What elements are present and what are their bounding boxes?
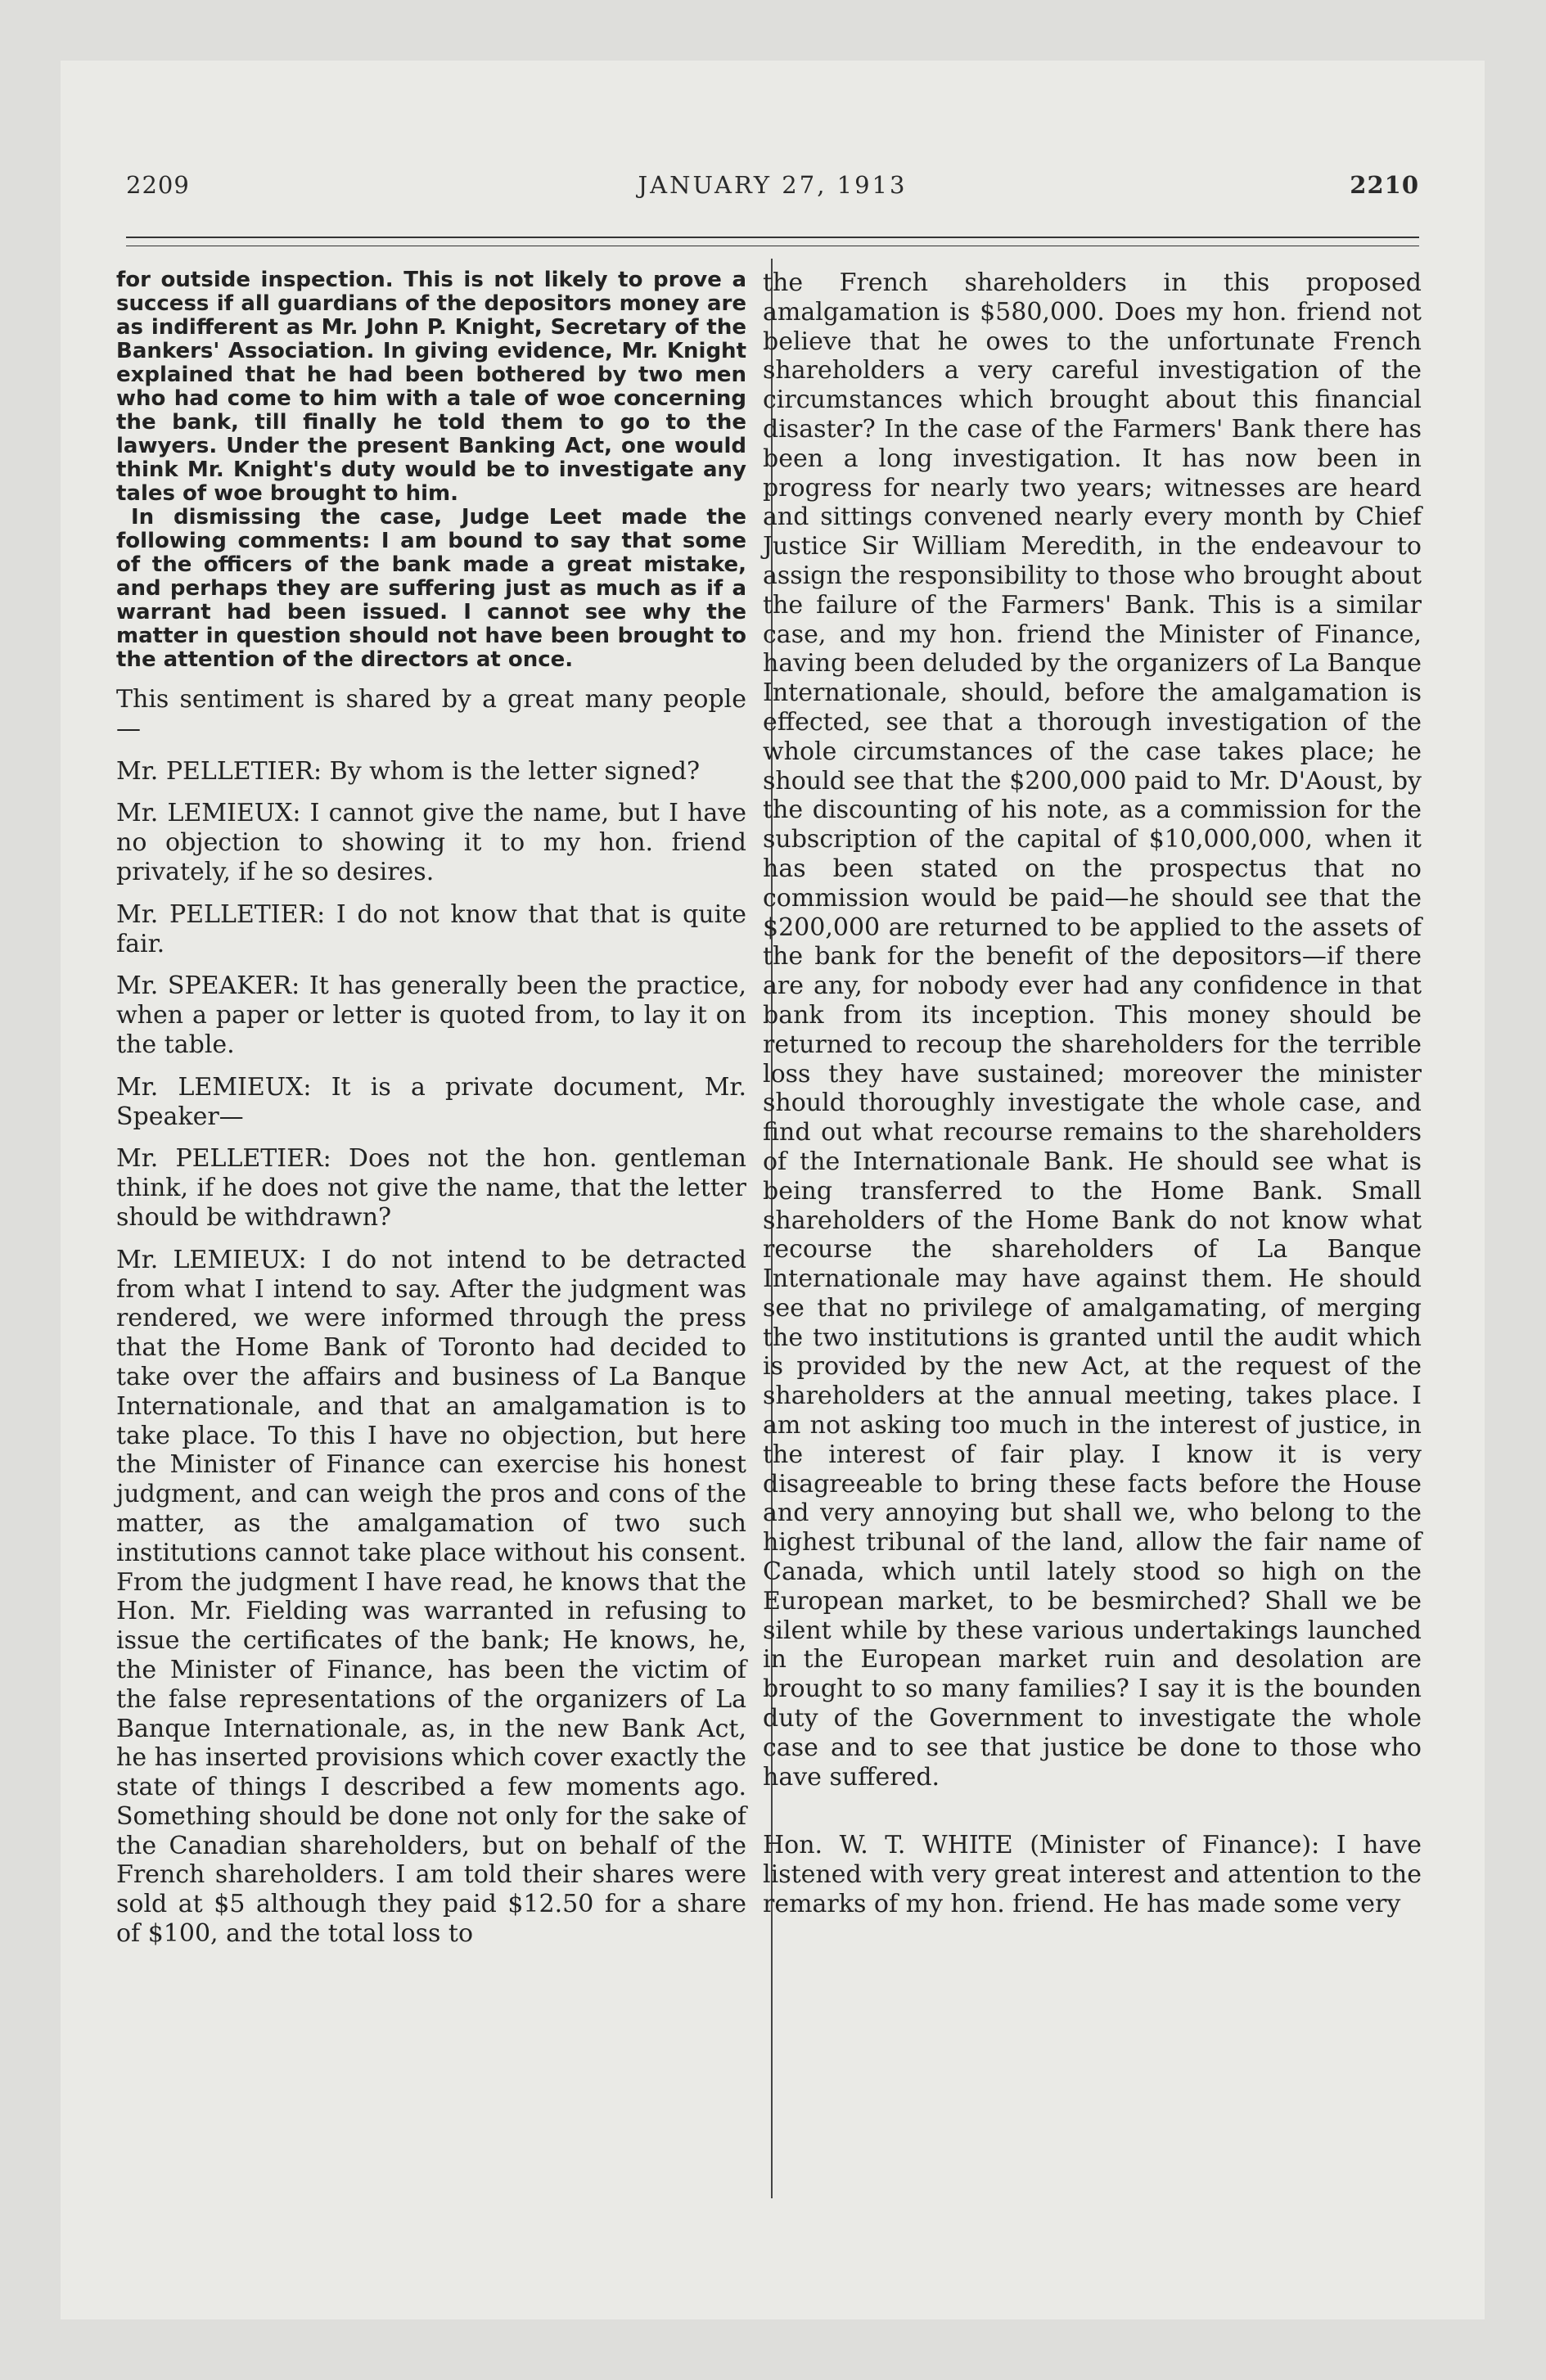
speech-paragraph: Mr. LEMIEUX: I do not intend to be detracted from what I intend to say. After the judgment was rendered, we were informed through the press that the Home Bank of Toronto had decided to take over the affairs and business of La Banque Internationale, and that an amalgamation is to take place. To this I have no objection, but here the Minister of Finance can exercise his honest judgment, and can weigh the pros and cons of the matter, as the amalgamation of two such institutions cannot take place without his consent. From the judgment I have read, he knows that the Hon. Mr. Fielding was warranted in refusing to issue the certificates of the bank; He knows, he, the Minister of Finance, has been the victim of the false representations of the organizers of La Banque Internationale, as, in the new Bank Act, he has inserted provisions which cover exactly the state of things I described a few moments ago. Something should be done not only for the sake of the Canadian shareholders, but on behalf of the French shareholders. I am told their shares were sold at $5 although they paid $12.50 for a share of $100, and the total loss to xyxy=(116,1245,746,1949)
speech-paragraph: Mr. SPEAKER: It has generally been the practice, when a paper or letter is quoted from, to lay it on the table. xyxy=(116,971,746,1059)
speech-paragraph: Mr. PELLETIER: By whom is the letter signed? xyxy=(116,756,701,786)
speech-paragraph: the French shareholders in this proposed amalgamation is $580,000. Does my hon. friend not believe that he owes to the unfortunate French shareholders a very careful investigation of the circumstances which brought about this financial disaster? In the case of the Farmers' Bank there has been a long investigation. It has now been in progress for nearly two years; witnesses are heard and sittings convened nearly every month by Chief Justice Sir William Meredith, in the endeavour to assign the responsibility to those who brought about the failure of the Farmers' Bank. This is a similar case, and my hon. friend the Minister of Finance, having been deluded by the organizers of La Banque Internationale, should, before the amalgamation is effected, see that a thorough investigation of the whole circumstances of the case takes place; he should see that the $200,000 paid to Mr. D'Aoust, by the discounting of his note, as a commission for the subscription of the capital of $10,000,000, when it has been stated on the prospectus that no commission would be paid—he should see that the $200,000 are returned to be applied to the assets of the bank for the benefit of the depositors—if there are any, for nobody ever had any confidence in that bank from its inception. This money should be returned to recoup the shareholders for the terrible loss they have sustained; moreover the minister should thoroughly investigate the whole case, and find out what recourse remains to the shareholders of the Internationale Bank. He should see what is being transferred to the Home Bank. Small shareholders of the Home Bank do not know what recourse the shareholders of La Banque Internationale may have against them. He should see that no privilege of amalgamating, of merging the two institutions is granted until the audit which is provided by the new Act, at the request of the shareholders at the annual meeting, takes place. I am not asking too much in the interest of justice, in the interest of fair play. I know it is very disagreeable to bring these facts before the House and very annoying but shall we, who belong to the highest tribunal of the land, allow the fair name of Canada, which until lately stood so high on the European market, to be besmirched? Shall we be silent while by these various undertakings launched in the European market ruin and desolation are brought to so many families? I say it is the bounden duty of the Government to investigate the whole case and to see that justice be done to those who have suffered. xyxy=(763,268,1422,1792)
speech-paragraph: Hon. W. T. WHITE (Minister of Finance): I have listened with very great interest and attention to the remarks of my hon. friend. He has made some very xyxy=(763,1831,1422,1919)
page-number-right: 2210 xyxy=(1350,171,1419,199)
left-column xyxy=(116,268,746,1949)
quoted-letter-paragraph: In dismissing the case, Judge Leet made the following comments: I am bound to say that some of the officers of the bank made a great mistake, and perhaps they are suffering just as much as if a warrant had been issued. I cannot see why the matter in question should not have been brought to the attention of the directors at once. xyxy=(116,505,746,672)
page-number-left: 2209 xyxy=(126,171,190,199)
speech-paragraph: This sentiment is shared by a great many people— xyxy=(116,685,746,743)
speech-paragraph: Mr. PELLETIER: Does not the hon. gentleman think, if he does not give the name, that the letter should be withdrawn? xyxy=(116,1144,746,1232)
speech-paragraph: Mr. LEMIEUX: It is a private document, Mr. Speaker— xyxy=(116,1072,746,1131)
header-rule xyxy=(126,237,1419,238)
quoted-letter-paragraph: for outside inspection. This is not likely to prove a success if all guardians of the depositors money are as indifferent as Mr. John P. Knight, Secretary of the Bankers' Association. In giving evidence, Mr. Knight explained that he had been bothered by two men who had come to him with a tale of woe concerning the bank, till finally he told them to go to the lawyers. Under the present Banking Act, one would think Mr. Knight's duty would be to investigate any tales of woe brought to him. xyxy=(116,268,746,506)
speech-paragraph: Mr. LEMIEUX: I cannot give the name, but I have no objection to showing it to my hon. friend privately, if he so desires. xyxy=(116,799,746,886)
hansard-page xyxy=(61,61,1485,2319)
speech-paragraph: Mr. PELLETIER: I do not know that that is quite fair. xyxy=(116,899,746,958)
right-column xyxy=(763,268,1422,1919)
page-date: JANUARY 27, 1913 xyxy=(638,171,908,199)
